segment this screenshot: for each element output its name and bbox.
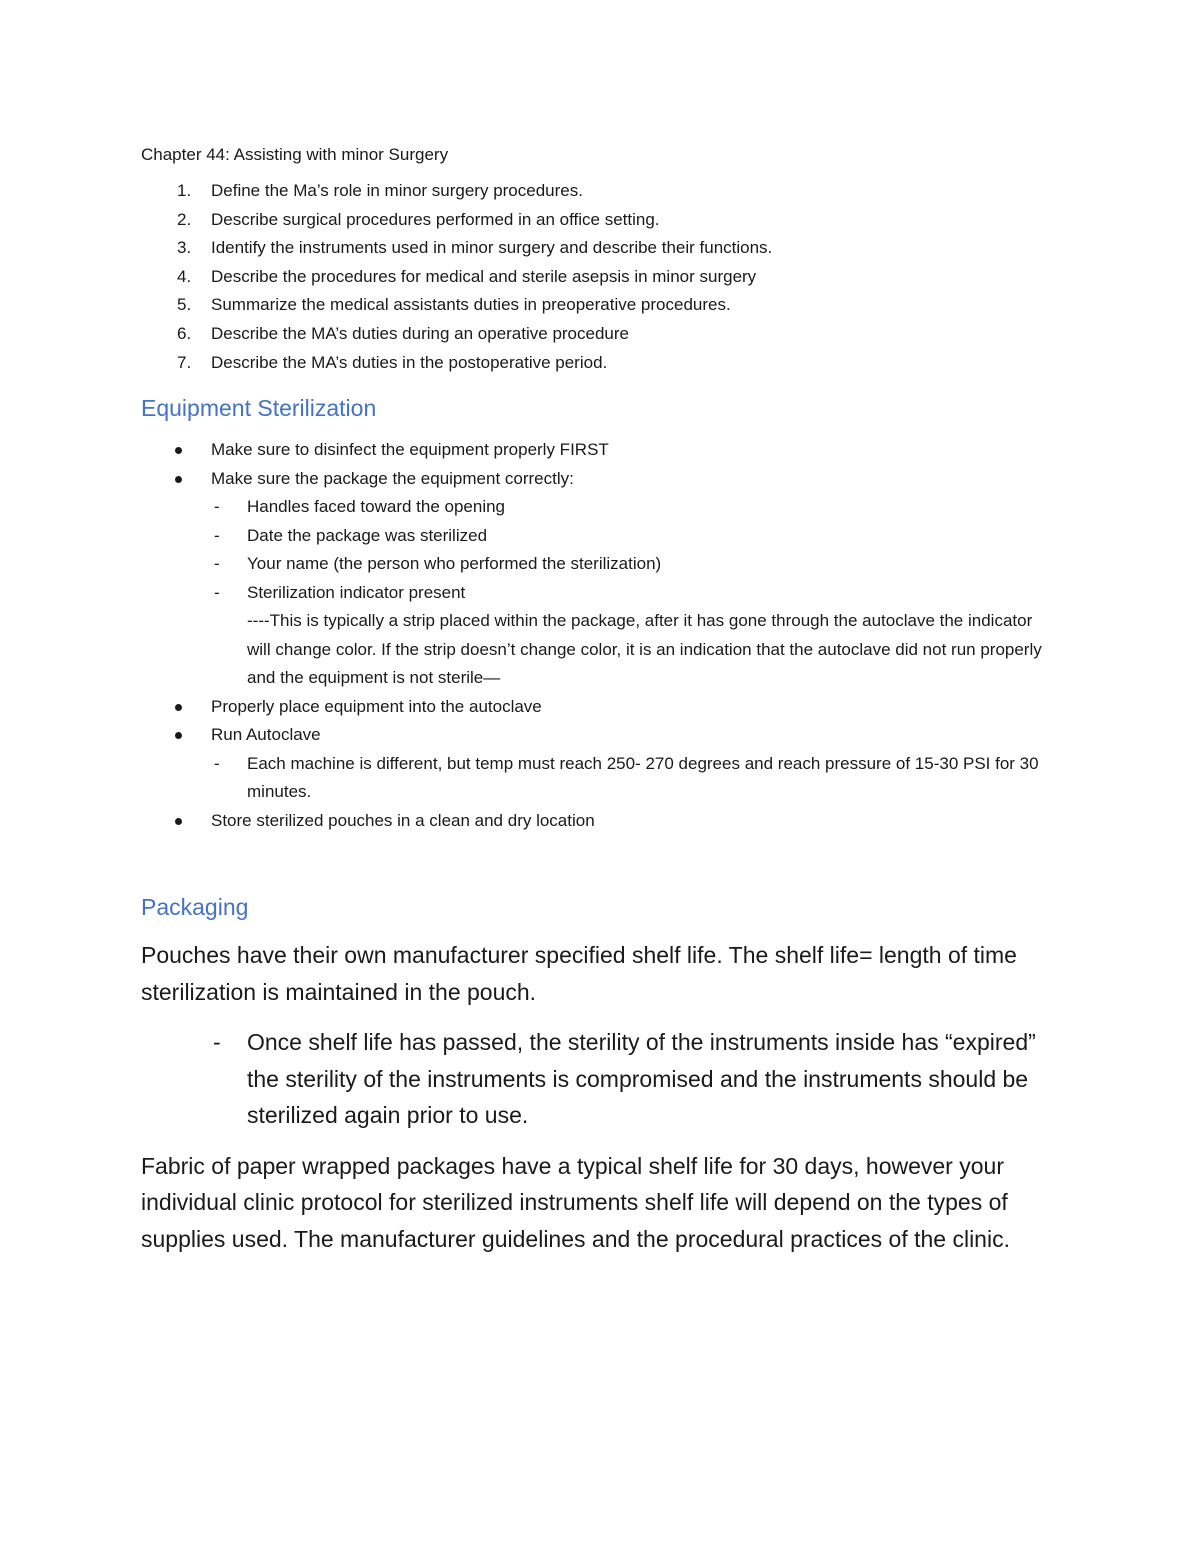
dash-text: Once shelf life has passed, the sterility of the instruments inside has “expired” the sterility of the instruments is compromised and the instruments should be sterilized again prior to use. bbox=[247, 1029, 1036, 1129]
objective-number: 5. bbox=[177, 295, 192, 315]
sterilization-bullet-list bbox=[141, 436, 1050, 835]
chapter-title: Chapter 44: Assisting with minor Surgery bbox=[141, 145, 449, 164]
objective-text: Identify the instruments used in minor surgery and describe their functions. bbox=[211, 238, 773, 258]
objective-text: Describe the MA’s duties during an operative procedure bbox=[211, 323, 629, 343]
dash-item bbox=[211, 522, 1050, 551]
objectives-list bbox=[141, 177, 1050, 377]
objective-item bbox=[141, 206, 1050, 235]
dash-icon: - bbox=[214, 497, 220, 517]
bullet-item bbox=[141, 721, 1050, 807]
dash-icon: - bbox=[214, 554, 220, 574]
bullet-item bbox=[141, 436, 1050, 465]
dash-icon: - bbox=[213, 1029, 221, 1056]
dash-item bbox=[141, 1024, 1050, 1134]
objective-item bbox=[141, 234, 1050, 263]
bullet-text: Make sure the package the equipment correctly: bbox=[211, 468, 574, 488]
dash-item bbox=[211, 579, 1050, 693]
bullet-text: Make sure to disinfect the equipment properly FIRST bbox=[211, 440, 609, 460]
objective-number: 2. bbox=[177, 209, 192, 229]
packaging-paragraph: Fabric of paper wrapped packages have a typical shelf life for 30 days, however your individual clinic protocol for sterilized instruments shelf life will depend on the types of supplies used. The manufacturer guidelines and the procedural practices of the clinic. bbox=[141, 1152, 1010, 1252]
objective-text: Describe the MA’s duties in the postoperative period. bbox=[211, 352, 608, 372]
dash-text: Each machine is different, but temp must reach 250- 270 degrees and reach pressure of 15-30 PSI for 30 minutes. bbox=[247, 753, 1039, 802]
objective-number: 1. bbox=[177, 181, 192, 200]
objective-text: Describe surgical procedures performed in an office setting. bbox=[211, 209, 660, 229]
indicator-note: ----This is typically a strip placed within the package, after it has gone through the autoclave the indicator will change color. If the strip doesn’t change color, it is an indication that the autoclave did not run properly and the equipment is not sterile— bbox=[247, 611, 1042, 688]
packaging-paragraph: Pouches have their own manufacturer specified shelf life. The shelf life= length of time sterilization is maintained in the pouch. bbox=[141, 942, 1017, 1005]
objective-number: 3. bbox=[177, 238, 192, 258]
section-heading-sterilization: Equipment Sterilization bbox=[141, 395, 377, 422]
objective-item bbox=[141, 263, 1050, 292]
dash-item bbox=[211, 750, 1050, 807]
dash-icon: - bbox=[214, 582, 220, 602]
objective-text: Define the Ma’s role in minor surgery procedures. bbox=[211, 181, 583, 200]
bullet-text: Run Autoclave bbox=[211, 725, 321, 745]
section-heading-packaging: Packaging bbox=[141, 894, 249, 921]
objective-text: Describe the procedures for medical and sterile asepsis in minor surgery bbox=[211, 266, 757, 286]
bullet-dot-icon bbox=[175, 476, 182, 483]
objective-item bbox=[141, 320, 1050, 349]
objective-item bbox=[141, 349, 1050, 378]
bullet-dot-icon bbox=[175, 732, 182, 739]
objective-text: Summarize the medical assistants duties in preoperative procedures. bbox=[211, 295, 731, 315]
bullet-dot-icon bbox=[175, 704, 182, 711]
packaging-dash-list bbox=[141, 1024, 1050, 1134]
objective-item bbox=[141, 291, 1050, 320]
dash-text: Sterilization indicator present bbox=[247, 582, 466, 602]
dash-item bbox=[211, 493, 1050, 522]
objective-number: 6. bbox=[177, 323, 192, 343]
bullet-text: Properly place equipment into the autoclave bbox=[211, 696, 542, 716]
objective-item bbox=[141, 177, 1050, 206]
objective-number: 4. bbox=[177, 266, 192, 286]
bullet-dot-icon bbox=[175, 447, 182, 454]
dash-text: Your name (the person who performed the sterilization) bbox=[247, 554, 662, 574]
objective-number: 7. bbox=[177, 352, 192, 372]
bullet-dot-icon bbox=[175, 818, 182, 825]
bullet-item bbox=[141, 465, 1050, 693]
dash-item bbox=[211, 550, 1050, 579]
dash-icon: - bbox=[214, 753, 220, 773]
bullet-item bbox=[141, 807, 1050, 836]
autoclave-sublist bbox=[211, 750, 1050, 807]
dash-icon: - bbox=[214, 525, 220, 545]
bullet-text: Store sterilized pouches in a clean and dry location bbox=[211, 810, 595, 830]
bullet-item bbox=[141, 693, 1050, 722]
dash-text: Date the package was sterilized bbox=[247, 525, 488, 545]
dash-text: Handles faced toward the opening bbox=[247, 497, 506, 517]
package-checklist bbox=[211, 493, 1050, 693]
